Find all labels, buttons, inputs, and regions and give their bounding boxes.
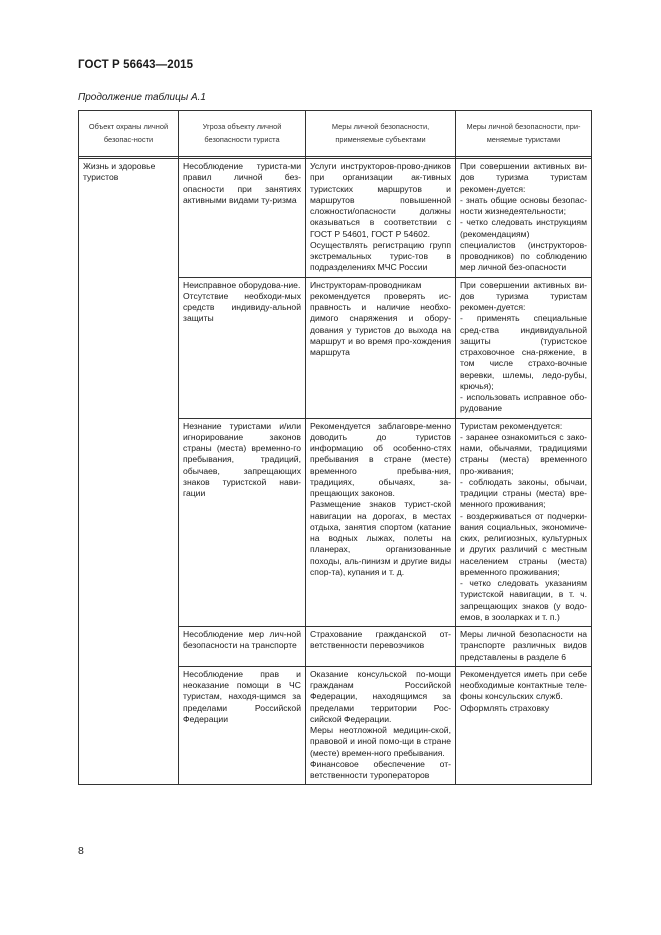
column-header-tourist-measures: Меры личной безопасности, при-меняемые туристами (456, 111, 592, 157)
table-caption: Продолжение таблицы А.1 (78, 92, 206, 103)
page-number: 8 (78, 845, 84, 857)
threat-cell: Несоблюдение мер лич-ной безопасности на транспорте (179, 627, 306, 667)
tourist-measures-cell: При совершении активных ви-дов туризма туристам рекомен-дуется: - применять специальные сред-ства индивидуальной защиты (туристское страховочное сна-ряжение, в том числе страхо-вочные веревки, шлемы, ледо-рубы, крючья); - использовать исправное обо-рудование (456, 277, 592, 418)
table-row (79, 159, 592, 278)
protected-object-cell: Жизнь и здоровье туристов (79, 159, 179, 785)
subject-measures-cell: Услуги инструкторов-прово-дников при организации ак-тивных туристских маршрутов и маршрутов повышенной сложности/опасности должны оказываться в соответствии с ГОСТ Р 54601, ГОСТ Р 54602. Осуществлять регистрацию групп экстремальных турис-тов в подразделениях МЧС России (306, 159, 456, 278)
column-header-object: Объект охраны личной безопас-ности (79, 111, 179, 157)
threat-cell: Несоблюдение прав и неоказание помощи в ЧС туристам, находя-щимся за пределами Российской Федерации (179, 666, 306, 785)
threat-cell: Незнание туристами и/или игнорирование законов страны (места) временно-го пребывания, традиций, обычаев, запрещающих знаков туристской нави-гации (179, 418, 306, 627)
threat-cell: Неисправное оборудова-ние. Отсутствие необходи-мых средств индивиду-альной защиты (179, 277, 306, 418)
tourist-measures-cell: Туристам рекомендуется: - заранее ознакомиться с зако-нами, обычаями, традициями страны (места) временного про-живания; - соблюдать законы, обычаи, традиции страны (места) вре-менного проживания; - воздерживаться от подчерки-вания социальных, экономиче-ских, религиозных, культурных и других различий с местным населением страны (места) временного проживания; - четко следовать указаниям туристской навигации, в т. ч. запрещающих знаков (у водо-емов, в зооларках и т. п.) (456, 418, 592, 627)
column-header-subject-measures: Меры личной безопасности, применяемые субъектами (306, 111, 456, 157)
document-code: ГОСТ Р 56643—2015 (78, 59, 194, 71)
column-header-threat: Угроза объекту личной безопасности туриста (179, 111, 306, 157)
table-header-row (79, 111, 592, 157)
threat-cell: Несоблюдение туриста-ми правил личной без-опасности при занятиях активными видами ту-ризма (179, 159, 306, 278)
tourist-measures-cell: Меры личной безопасности на транспорте различных видов представлены в разделе 6 (456, 627, 592, 667)
safety-measures-table (78, 110, 592, 785)
tourist-measures-cell: Рекомендуется иметь при себе необходимые контактные теле-фоны консульских служб. Оформлять страховку (456, 666, 592, 785)
subject-measures-cell: Оказание консульской по-мощи гражданам Российской Федерации, находящимся за пределами территории Рос-сийской Федерации. Меры неотложной медицин-ской, правовой и иной помо-щи в стране (месте) времен-ного пребывания. Финансовое обеспечение от-ветственности туроператоров (306, 666, 456, 785)
tourist-measures-cell: При совершении активных ви-дов туризма туристам рекомен-дуется: - знать общие основы безопас-ности жизнедеятельности; - четко следовать инструкциям (рекомендациям) специалистов (инструкторов-проводников) по соблюдению мер личной без-опасности (456, 159, 592, 278)
subject-measures-cell: Рекомендуется заблаговре-менно доводить до туристов информацию об особенно-стях пребывания в стране (месте) временного пребыва-ния, традициях, обычаях, за-прещающих законов. Размещение знаков турист-ской навигации на дорогах, в местах отдыха, занятия спортом (катание на водных лыжах, полеты на планерах, организованные походы, аль-пинизм и другие виды спор-та), купания и т. д. (306, 418, 456, 627)
subject-measures-cell: Страхование гражданской от-ветственности перевозчиков (306, 627, 456, 667)
subject-measures-cell: Инструкторам-проводникам рекомендуется проверять ис-правность и наличие необхо-димого снаряжения и обору-дования у туристов до выхода на маршрут и во время про-хождения маршрута (306, 277, 456, 418)
